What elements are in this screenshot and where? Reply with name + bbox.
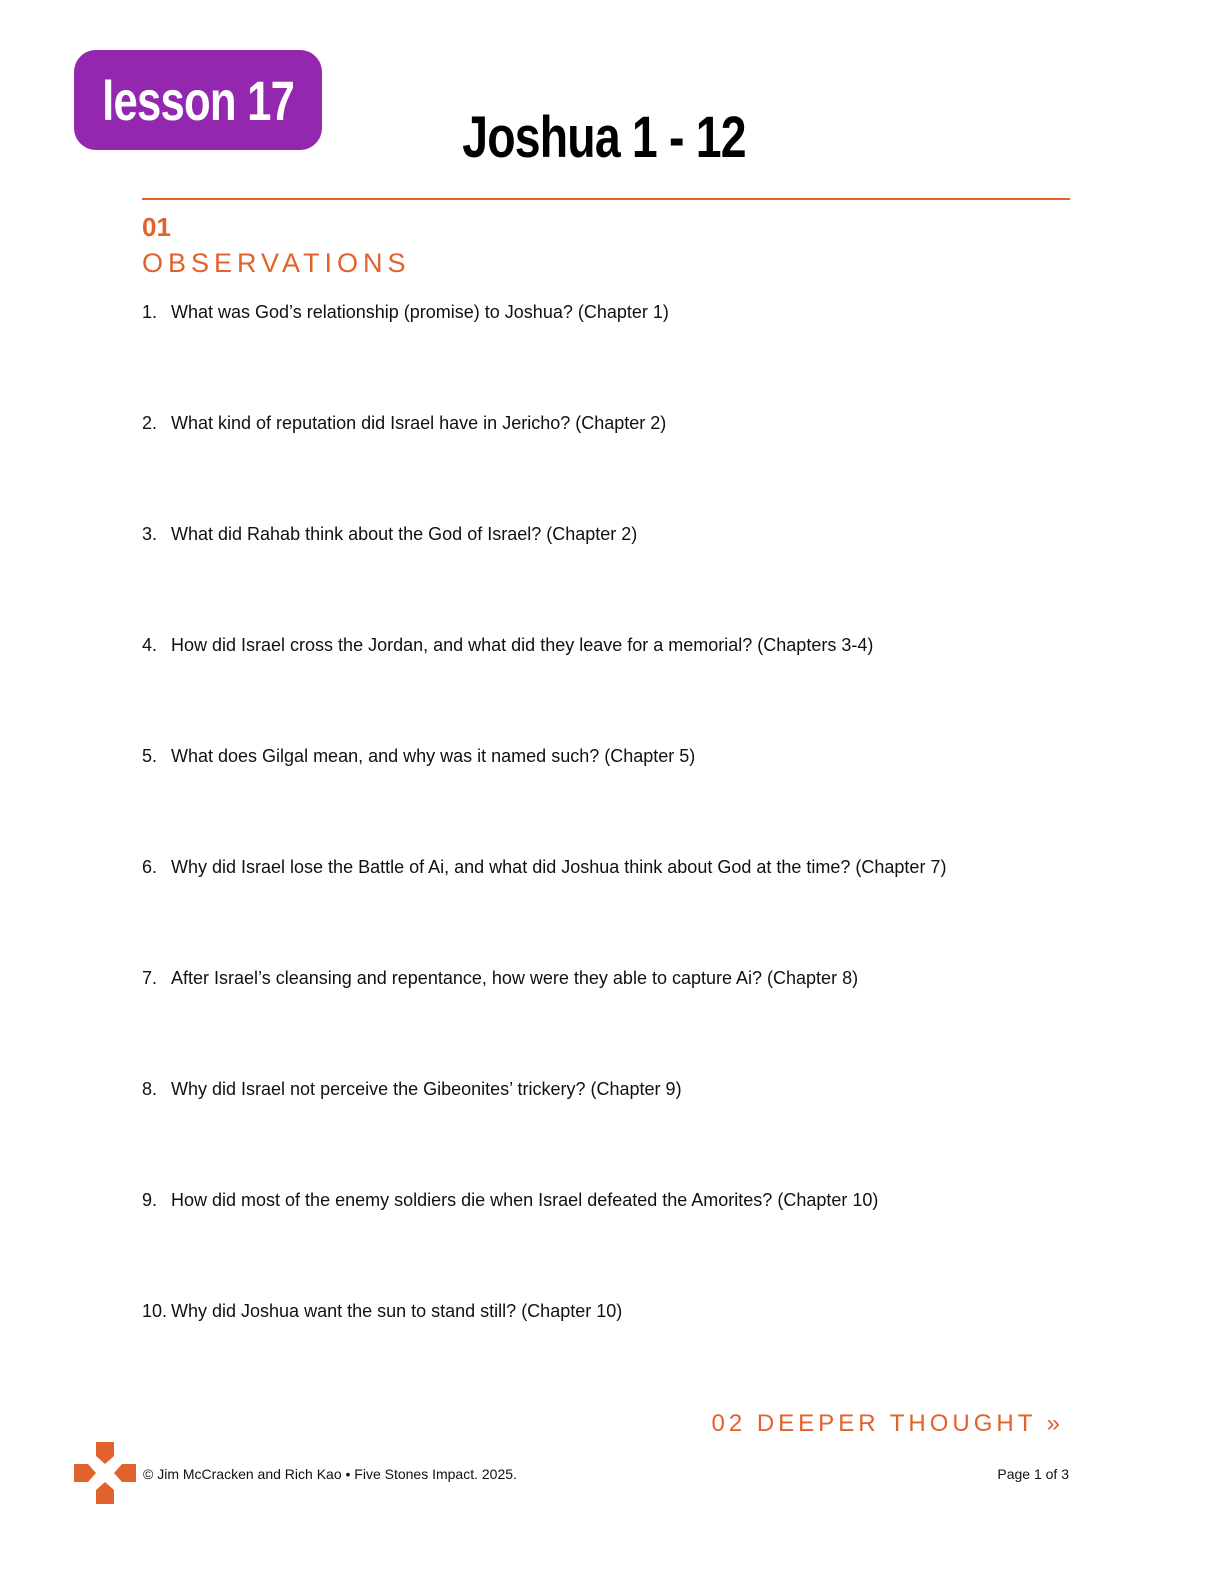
- question-text: Why did Israel lose the Battle of Ai, and what did Joshua think about God at the time? (Chapter 7): [171, 857, 947, 877]
- question-item: [142, 302, 669, 323]
- copyright-text: © Jim McCracken and Rich Kao • Five Stones Impact. 2025.: [143, 1466, 517, 1482]
- question-item: [142, 1190, 878, 1211]
- question-number: 7.: [142, 968, 158, 988]
- question-text: Why did Israel not perceive the Gibeonites’ trickery? (Chapter 9): [171, 1079, 682, 1099]
- question-item: [142, 968, 858, 989]
- question-number: 2.: [142, 413, 158, 433]
- question-item: [142, 1079, 682, 1100]
- question-text: What kind of reputation did Israel have in Jericho? (Chapter 2): [171, 413, 667, 433]
- question-text: After Israel’s cleansing and repentance, how were they able to capture Ai? (Chapter 8): [171, 968, 859, 988]
- question-number: 9.: [142, 1190, 158, 1210]
- lesson-badge-label: lesson 17: [101, 68, 295, 132]
- question-item: [142, 1301, 622, 1322]
- question-text: How did most of the enemy soldiers die when Israel defeated the Amorites? (Chapter 10): [171, 1190, 879, 1210]
- question-number: 4.: [142, 635, 158, 655]
- question-text: What did Rahab think about the God of Israel? (Chapter 2): [171, 524, 638, 544]
- question-text: What does Gilgal mean, and why was it named such? (Chapter 5): [171, 746, 696, 766]
- question-text: Why did Joshua want the sun to stand still? (Chapter 10): [171, 1301, 623, 1321]
- header-divider: [142, 198, 1070, 200]
- question-number: 6.: [142, 857, 158, 877]
- lesson-badge: [74, 50, 322, 150]
- question-item: [142, 524, 637, 545]
- question-number: 5.: [142, 746, 158, 766]
- question-number: 3.: [142, 524, 158, 544]
- question-number: 8.: [142, 1079, 158, 1099]
- section-title: OBSERVATIONS: [142, 248, 411, 278]
- page-number: Page 1 of 3: [997, 1466, 1069, 1482]
- question-text: What was God’s relationship (promise) to Joshua? (Chapter 1): [171, 302, 669, 322]
- question-item: [142, 746, 695, 767]
- question-item: [142, 635, 873, 656]
- question-text: How did Israel cross the Jordan, and what did they leave for a memorial? (Chapters 3-4): [171, 635, 874, 655]
- question-item: [142, 857, 946, 878]
- five-stones-logo-icon: [74, 1442, 136, 1504]
- section-number: 01: [142, 212, 171, 242]
- next-section-link[interactable]: 02 DEEPER THOUGHT »: [711, 1410, 1064, 1437]
- question-number: 10.: [142, 1301, 168, 1321]
- question-number: 1.: [142, 302, 158, 322]
- page-title: Joshua 1 - 12: [462, 105, 746, 170]
- question-item: [142, 413, 666, 434]
